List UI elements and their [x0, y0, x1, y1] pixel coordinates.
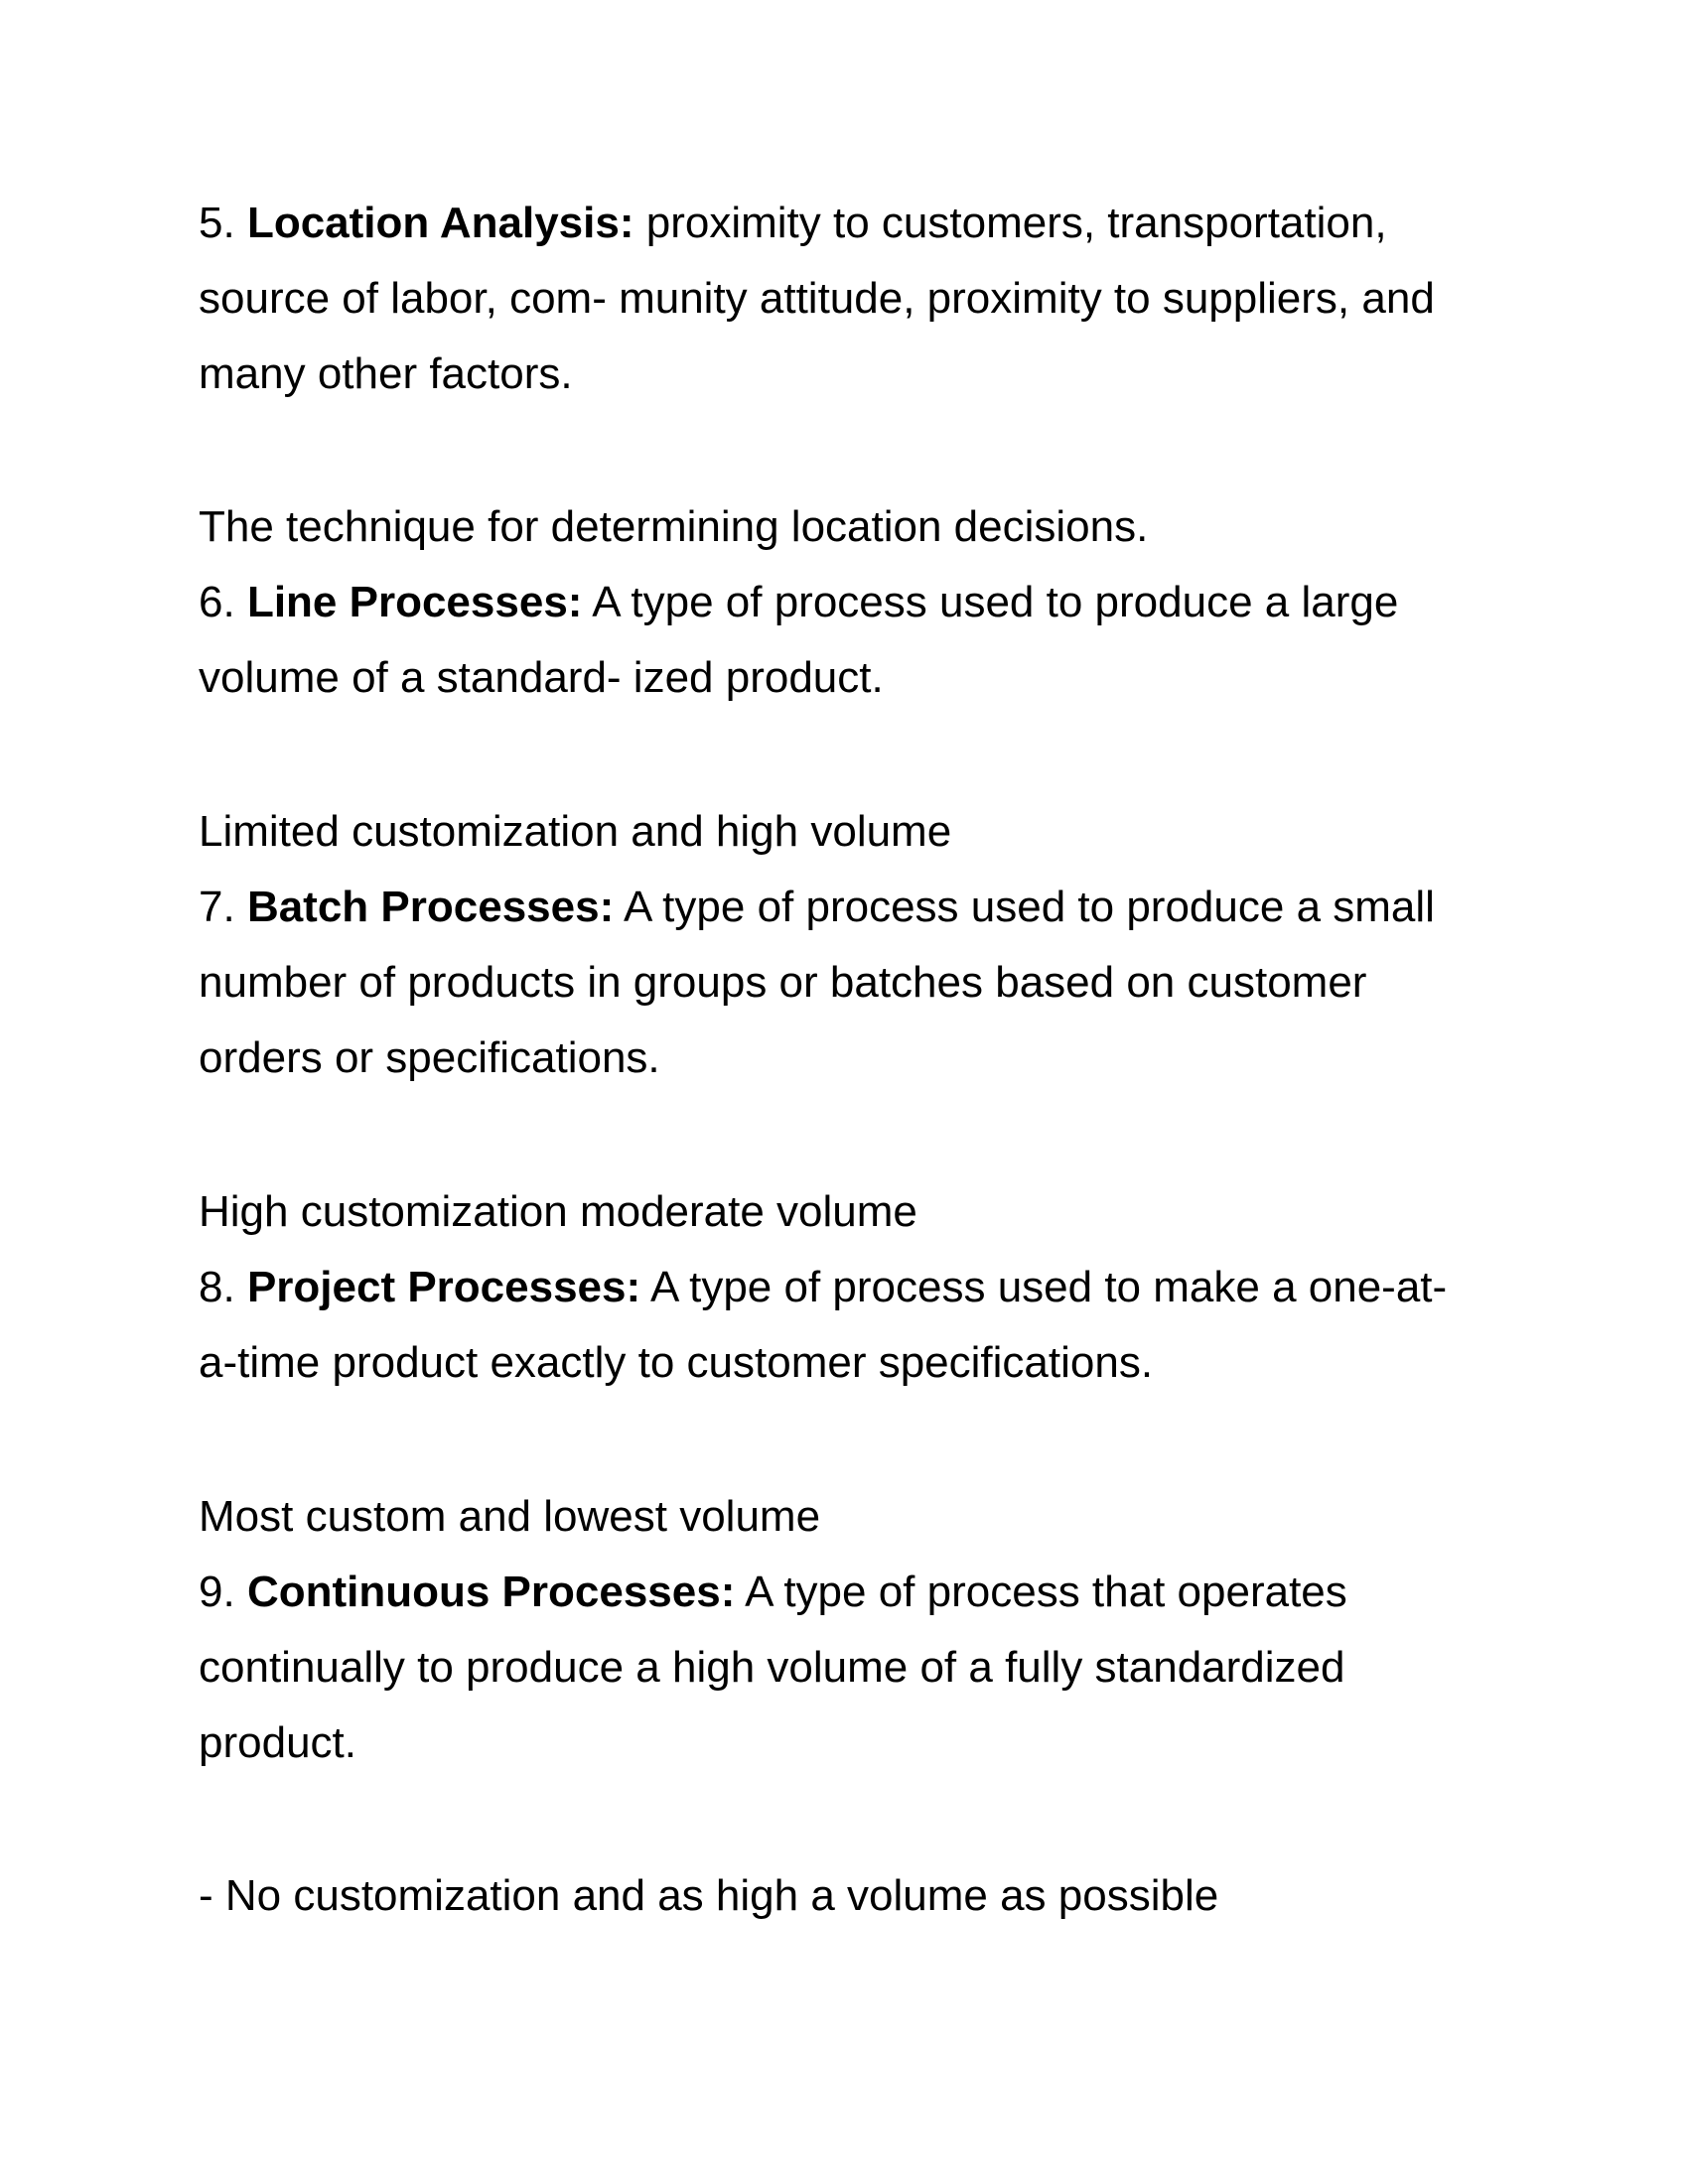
- item-7-line-2: number of products in groups or batches based on customer: [199, 958, 1367, 1007]
- item-term: Batch Processes:: [246, 883, 615, 931]
- item-number: 6.: [199, 578, 235, 626]
- item-6-line-2: volume of a standard- ized product.: [199, 653, 884, 702]
- item-8-line-2: a-time product exactly to customer specifications.: [199, 1338, 1154, 1387]
- item-7-line-3: orders or specifications.: [199, 1033, 660, 1082]
- item-9-note: - No customization and as high a volume as possible: [199, 1871, 1219, 1920]
- item-8-note: Most custom and lowest volume: [199, 1492, 821, 1541]
- item-definition: A type of process used to make a one-at-: [649, 1263, 1448, 1311]
- item-number: 5.: [199, 199, 235, 247]
- item-7-note: High customization moderate volume: [199, 1187, 917, 1236]
- item-8-line-1: [199, 1260, 1447, 1315]
- item-9-line-2: continually to produce a high volume of a fully standardized: [199, 1643, 1345, 1692]
- item-9-line-3: product.: [199, 1718, 356, 1767]
- item-term: Project Processes:: [246, 1263, 641, 1311]
- item-6-line-1: [199, 575, 1398, 630]
- item-definition: A type of process that operates: [745, 1568, 1347, 1616]
- item-number: 8.: [199, 1263, 235, 1311]
- item-term: Continuous Processes:: [246, 1568, 736, 1616]
- item-number: 9.: [199, 1568, 235, 1616]
- item-definition: A type of process used to produce a large: [592, 578, 1399, 626]
- item-definition: proximity to customers, transportation,: [645, 199, 1387, 247]
- item-9-line-1: [199, 1565, 1347, 1620]
- item-6-note: Limited customization and high volume: [199, 807, 952, 856]
- item-number: 7.: [199, 883, 235, 931]
- item-5-line-1: [199, 196, 1387, 251]
- item-term: Location Analysis:: [246, 199, 634, 247]
- item-5-note: The technique for determining location decisions.: [199, 502, 1149, 551]
- item-term: Line Processes:: [246, 578, 583, 626]
- item-5-line-2: source of labor, com- munity attitude, proximity to suppliers, and: [199, 274, 1435, 323]
- item-definition: A type of process used to produce a small: [624, 883, 1435, 931]
- item-5-line-3: many other factors.: [199, 349, 573, 398]
- item-7-line-1: [199, 880, 1435, 935]
